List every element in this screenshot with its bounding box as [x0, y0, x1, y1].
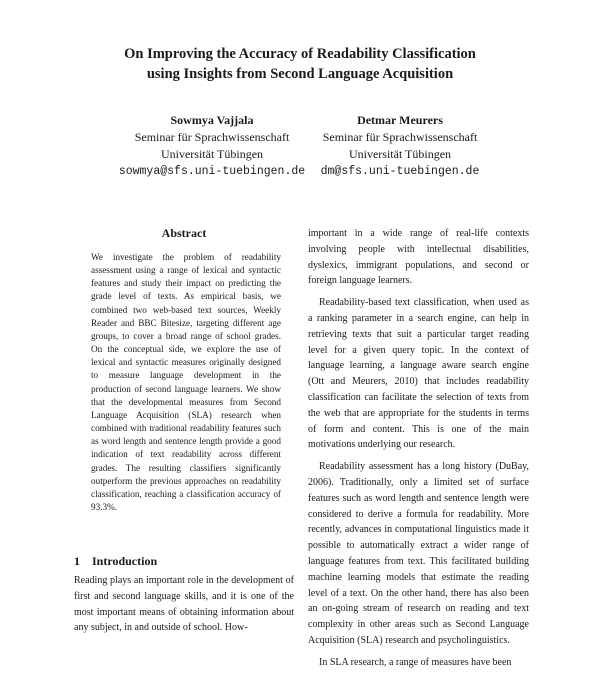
- author-affiliation: Seminar für Sprachwissenschaft: [322, 130, 478, 144]
- paper-title-line-1: On Improving the Accuracy of Readability Classification: [124, 46, 476, 62]
- right-column: [308, 226, 529, 677]
- paragraph: Readability-based text classification, when used as a ranking parameter in a search engine, can help in retrieving texts that suit a particular target reading level for a given query topic. In the context of language learning, a language aware search engine (Ott and Meurers, 2010) that includes readability classification can facilitate the selection of texts from the web that are appropriate for the students in terms of form and content. This is one of the main motivations underlying our research.: [308, 297, 529, 451]
- author-email: sowmya@sfs.uni-tuebingen.de: [118, 165, 306, 178]
- section-number: 1: [74, 554, 80, 568]
- paragraph: important in a wide range of real-life contexts involving people with intellectual disabilities, dyslexics, immigrant populations, and second or foreign language learners.: [308, 228, 529, 287]
- abstract-heading: Abstract: [161, 226, 207, 240]
- introduction-left-column: [74, 573, 294, 636]
- author-name: Detmar Meurers: [357, 113, 443, 127]
- paragraph: In SLA research, a range of measures have been: [319, 656, 512, 668]
- introduction-heading: [74, 554, 157, 569]
- author-name: Sowmya Vajjala: [170, 113, 254, 127]
- author-university: Universität Tübingen: [348, 147, 452, 161]
- abstract-text: We investigate the problem of readability assessment using a range of lexical and syntactic features and study their impact on predicting the grade level of texts. As empirical basis, we combined two web-based text sources, Weekly Reader and BBC Bitesize, targeting different age groups, to cover a broad range of school grades. On the conceptual side, we explore the use of lexical and syntactic measures originally designed to measure language development in the production of second language learners. We show that the developmental measures from Second Language Acquisition (SLA) research when combined with traditional readability features such as word length and sentence length provide a good indication of text readability across different grades. The resulting classifiers significantly outperform the previous approaches on readability classification, reaching a classification accuracy of 93.3%.: [91, 252, 281, 512]
- author-affiliation: Seminar für Sprachwissenschaft: [134, 130, 290, 144]
- author-email: dm@sfs.uni-tuebingen.de: [320, 165, 480, 178]
- author-university: Universität Tübingen: [160, 147, 264, 161]
- paper-title-line-2: using Insights from Second Language Acquisition: [146, 66, 454, 82]
- author-block-2: [280, 112, 520, 180]
- paragraph: Readability assessment has a long history (DuBay, 2006). Traditionally, only a limited set of surface features such as word length and sentence length were considered to derive a formula for readability. More recently, advances in computational linguistics made it possible to automatically extract a wider range of language features from text. This facilitated building machine learning models that estimate the reading level of a text. On the other hand, there has also been an on-going stream of research on reading and text complexity in other areas such as Second Language Acquisition (SLA) research and psycholinguistics.: [308, 461, 529, 646]
- paragraph: Reading plays an important role in the development of first and second language skills, and it is one of the most important means of obtaining information about any subject, in and outside of school. How-: [74, 575, 294, 634]
- section-title: Introduction: [92, 554, 158, 568]
